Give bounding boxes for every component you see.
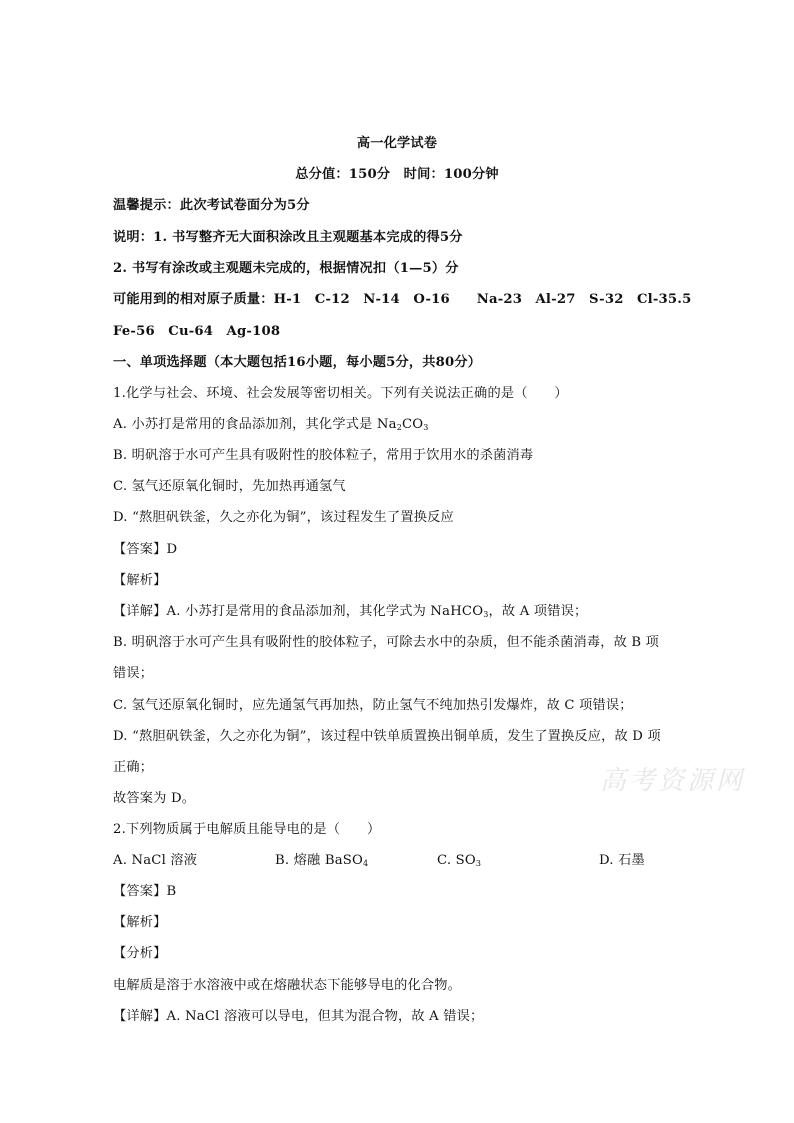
q2-answer: 【答案】B [113,884,177,899]
page-subtitle: 总分值：150分 时间：100分钟 [295,167,499,182]
watermark: 高考资源网 [600,766,746,796]
q2-option-b-text: B. 熔融 BaSO [275,853,364,868]
q1-detail-a-suffix: ，故 A 项错误； [488,604,588,619]
atomic-masses-line-1: 可能用到的相对原子质量：H-1 C-12 N-14 O-16 Na-23 Al-27 S-32 Cl-35.5 [113,292,692,307]
q1-option-c: C. 氢气还原氧化铜时，先加热再通氢气 [113,479,346,494]
q1-detail-b-line-2: 错误； [113,666,154,681]
tip-line: 温馨提示：此次考试卷面分为5分 [113,198,310,213]
q1-option-a-sub1: 2 [396,423,402,432]
q1-analysis-label: 【解析】 [113,573,167,588]
q2-option-a: A. NaCl 溶液 [113,853,198,868]
q1-answer: 【答案】D [113,542,178,557]
q1-detail-c: C. 氢气还原氧化铜时，应先通氢气再加热，防止氢气不纯加热引发爆炸，故 C 项错误； [113,698,633,713]
q1-stem: 1.化学与社会、环境、社会发展等密切相关。下列有关说法正确的是（ ） [113,386,568,401]
q1-detail-d-line-2: 正确； [113,760,154,775]
q2-option-b [275,851,368,871]
q1-option-a-mid: CO [401,417,424,432]
q1-option-a-sub2: 3 [423,423,429,432]
q1-option-b: B. 明矾溶于水可产生具有吸附性的胶体粒子，常用于饮用水的杀菌消毒 [113,448,534,463]
q2-option-c [437,851,481,871]
q1-detail-d-line-1: D. “熬胆矾铁釜，久之亦化为铜”，该过程中铁单质置换出铜单质，发生了置换反应，故 D 项 [113,729,661,744]
atomic-masses-line-2: Fe-56 Cu-64 Ag-108 [113,324,281,339]
q2-option-c-text: C. SO [437,853,476,868]
q1-detail-a-text: 【详解】A. 小苏打是常用的食品添加剂，其化学式为 NaHCO [113,604,484,619]
q1-conclusion: 故答案为 D。 [113,791,196,806]
section-title: 一、单项选择题（本大题包括16小题，每小题5分，共80分） [113,355,482,370]
q2-option-c-sub: 3 [475,859,482,868]
note-line-1: 说明：1. 书写整齐无大面积涂改且主观题基本完成的得5分 [113,230,463,245]
q2-definition: 电解质是溶于水溶液中或在熔融状态下能够导电的化合物。 [113,978,462,993]
q2-detail-a: 【详解】A. NaCl 溶液可以导电，但其为混合物，故 A 错误； [113,1009,484,1024]
q1-detail-a [113,602,587,622]
q1-detail-b-line-1: B. 明矾溶于水可产生具有吸附性的胶体粒子，可除去水中的杂质，但不能杀菌消毒，故 B 项 [113,635,660,650]
q1-detail-a-sub: 3 [483,610,489,619]
q1-option-a [113,415,429,435]
note-line-2: 2. 书写有涂改或主观题未完成的，根据情况扣（1—5）分 [113,261,459,276]
q2-analysis-label: 【解析】 [113,915,167,930]
q1-option-a-text: A. 小苏打是常用的食品添加剂，其化学式是 Na [113,417,397,432]
page-title: 高一化学试卷 [356,136,438,151]
q2-option-b-sub: 4 [363,859,369,868]
q2-option-d: D. 石墨 [599,853,645,868]
q1-option-d: D. “熬胆矾铁釜，久之亦化为铜”，该过程发生了置换反应 [113,510,454,525]
q2-stem: 2.下列物质属于电解质且能导电的是（ ） [113,822,381,837]
q2-fenxi-label: 【分析】 [113,946,167,961]
